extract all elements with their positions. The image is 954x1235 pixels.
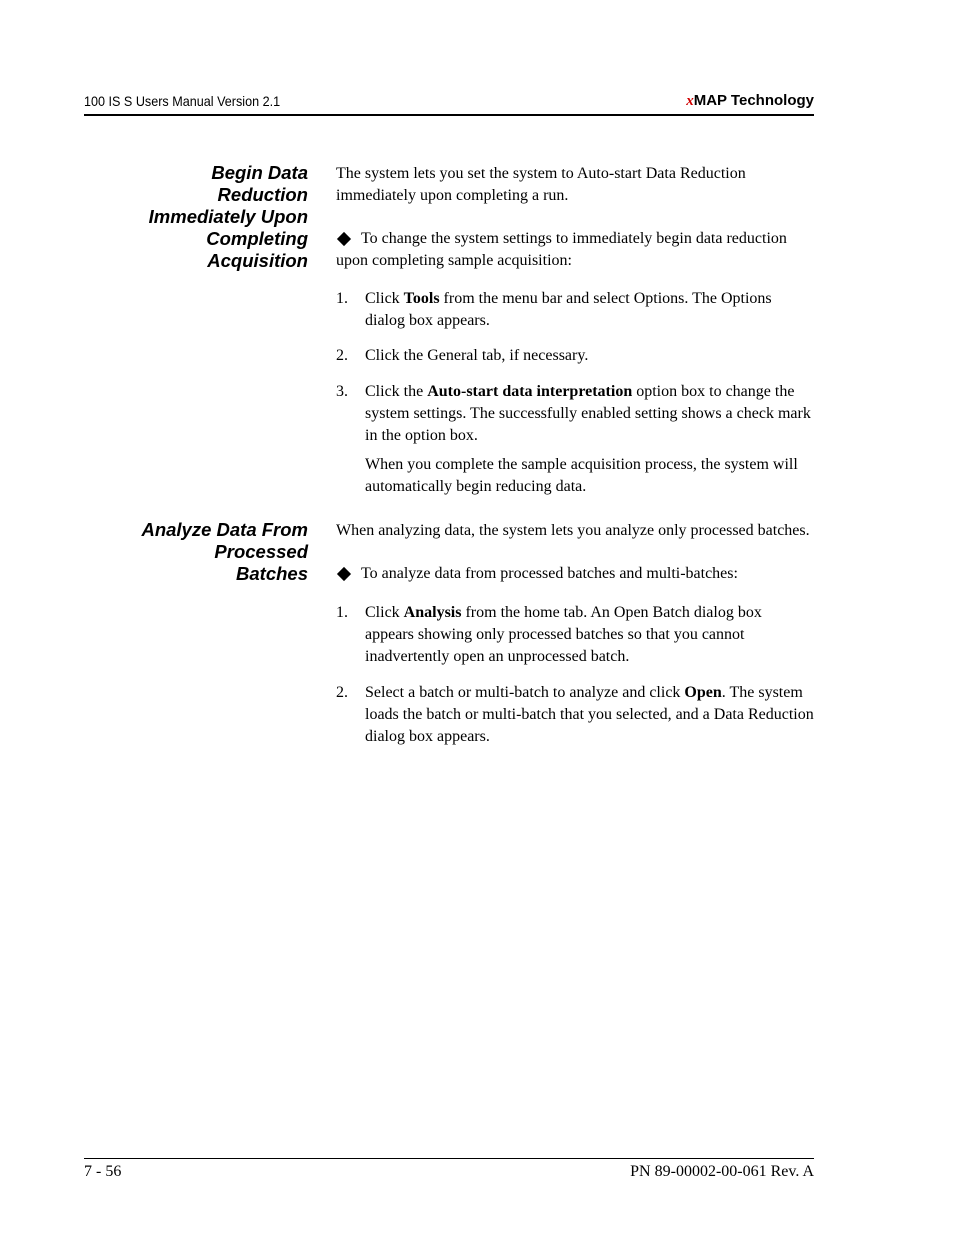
step-text: Click [365,604,404,621]
step-text: Click [365,290,404,307]
section-heading-analyze-data [84,519,308,585]
step-number: 1. [336,290,348,307]
heading-line: Processed [214,541,308,562]
step-item [336,288,814,332]
procedure-intro-text: To analyze data from processed batches and multi-batches: [361,565,738,582]
step-text: option box to change the system settings. The successfully enabled setting shows a check mark in the option box. [365,383,811,444]
heading-line: Acquisition [207,250,308,271]
part-number: PN 89-00002-00-061 Rev. A [630,1163,814,1180]
heading-line: Analyze Data From [141,519,308,540]
ui-term: Auto-start data interpretation [427,383,633,400]
step-item [336,602,814,668]
heading-line: Completing [206,228,308,249]
step-text: Click the [365,383,428,400]
step-number: 1. [336,604,348,621]
step-text: . The system loads the batch or multi-batch that you selected, and a Data Reduction dialog box appears. [365,684,814,745]
step-text: from the home tab. An Open Batch dialog box appears showing only processed batches so that you cannot inadvertently open an unprocessed batch. [365,604,762,665]
diamond-bullet-icon [337,567,351,581]
section1-body [336,163,814,498]
intro-paragraph: When analyzing data, the system lets you analyze only processed batches. [336,522,810,539]
heading-line: Batches [236,563,308,584]
step-text: from the menu bar and select Options. The Options dialog box appears. [365,290,772,329]
procedure-intro-text: To change the system settings to immediately begin data reduction upon completing sample acquisition: [336,230,787,269]
intro-paragraph: The system lets you set the system to Auto-start Data Reduction immediately upon completing a run. [336,165,746,204]
procedure-intro [336,228,814,272]
step-text: Select a batch or multi-batch to analyze and click [365,684,685,701]
step-text: Click the General tab, if necessary. [365,347,589,364]
brand-name [686,92,814,110]
step-item [336,381,814,447]
step-item [336,682,814,748]
section-heading-begin-data-reduction [84,162,308,272]
procedure-intro [336,563,814,585]
step-number: 3. [336,383,348,400]
page-number: 7 - 56 [84,1163,122,1180]
heading-line: Begin Data [211,162,308,183]
page-footer [84,1158,814,1189]
page-header [84,90,814,116]
brand-prefix: x [686,93,694,109]
step-number: 2. [336,684,348,701]
ui-term: Tools [403,290,440,307]
step-item [336,345,814,367]
manual-title: 100 IS S Users Manual Version 2.1 [84,93,281,109]
ui-term: Analysis [403,604,462,621]
section2-body [336,520,814,748]
heading-line: Immediately Upon [148,206,308,227]
heading-line: Reduction [217,184,308,205]
step-note: When you complete the sample acquisition process, the system will automatically begin reducing data. [365,456,798,495]
brand-rest: MAP Technology [693,92,814,109]
diamond-bullet-icon [337,232,351,246]
ui-term: Open [684,684,722,701]
step-number: 2. [336,347,348,364]
